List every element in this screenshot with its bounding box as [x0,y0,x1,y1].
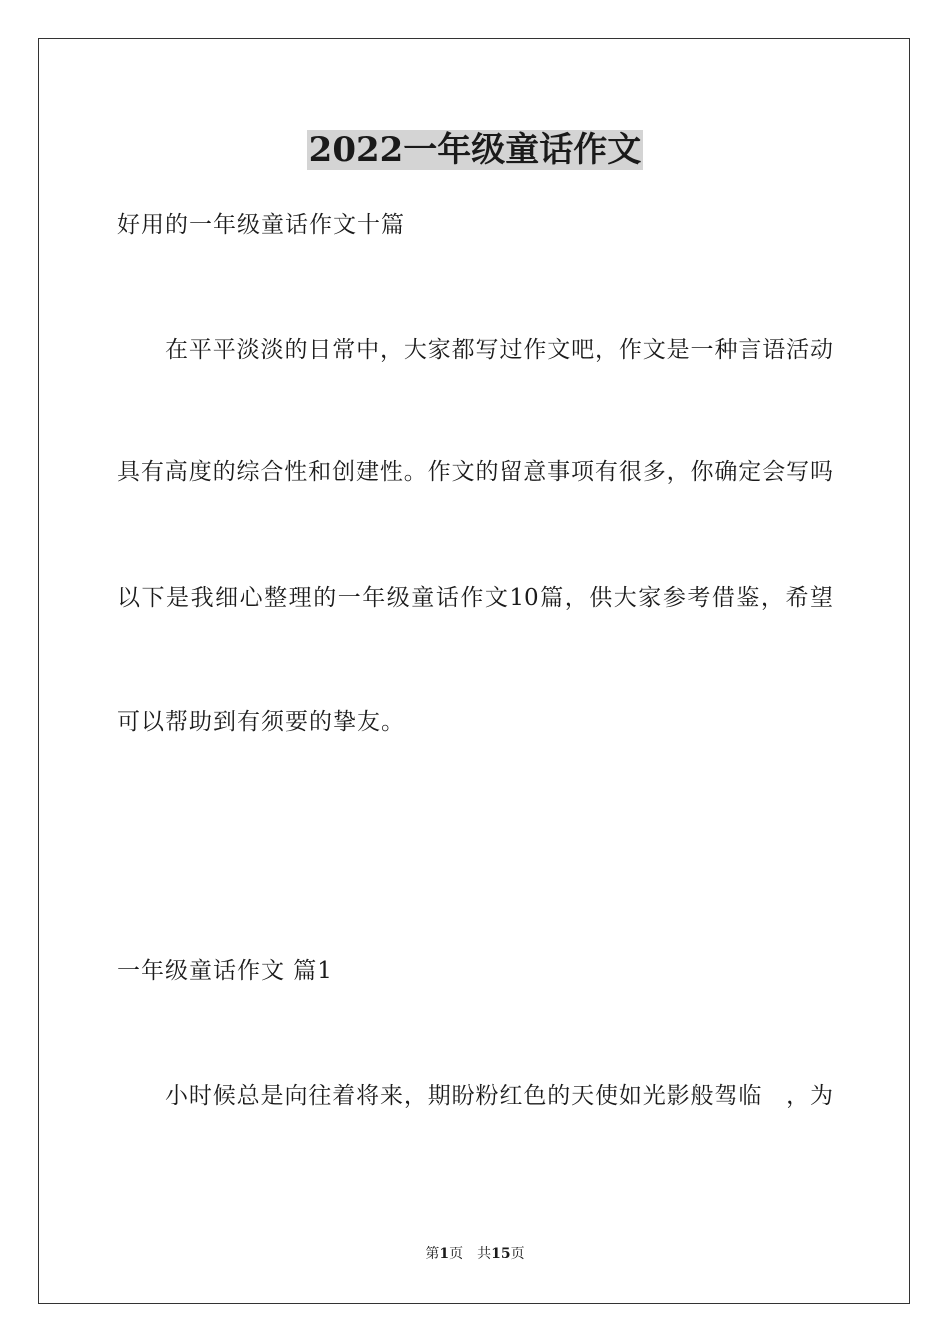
footer-total-prefix: 共 [477,1246,492,1262]
footer-page-suffix: 页 [449,1246,464,1262]
paragraph-1-line-4: 可以帮助到有须要的挚友。 [117,709,405,735]
section-heading: 一年级童话作文 篇1 [117,958,333,984]
paragraph-2-line-1: 小时候总是向往着将来，期盼粉红色的天使如光影般驾临 ，为 [165,1083,833,1109]
document-title-text: 2022一年级童话作文 [308,130,642,170]
paragraph-1-line-1: 在平平淡淡的日常中，大家都写过作文吧，作文是一种言语活动 [165,337,833,363]
footer-page-prefix: 第 [425,1246,440,1262]
paragraph-1-line-2: 具有高度的综合性和创建性。作文的留意事项有很多，你确定会写吗 [117,459,833,485]
document-title [0,128,950,172]
document-subtitle: 好用的一年级童话作文十篇 [117,212,405,238]
footer-page-number: 1 [439,1246,450,1262]
page-footer [0,1245,950,1263]
paragraph-1-line-3: 以下是我细心整理的一年级童话作文10篇，供大家参考借鉴，希望 [117,585,833,611]
footer-total-suffix: 页 [510,1246,525,1262]
footer-total-pages: 15 [491,1246,511,1262]
